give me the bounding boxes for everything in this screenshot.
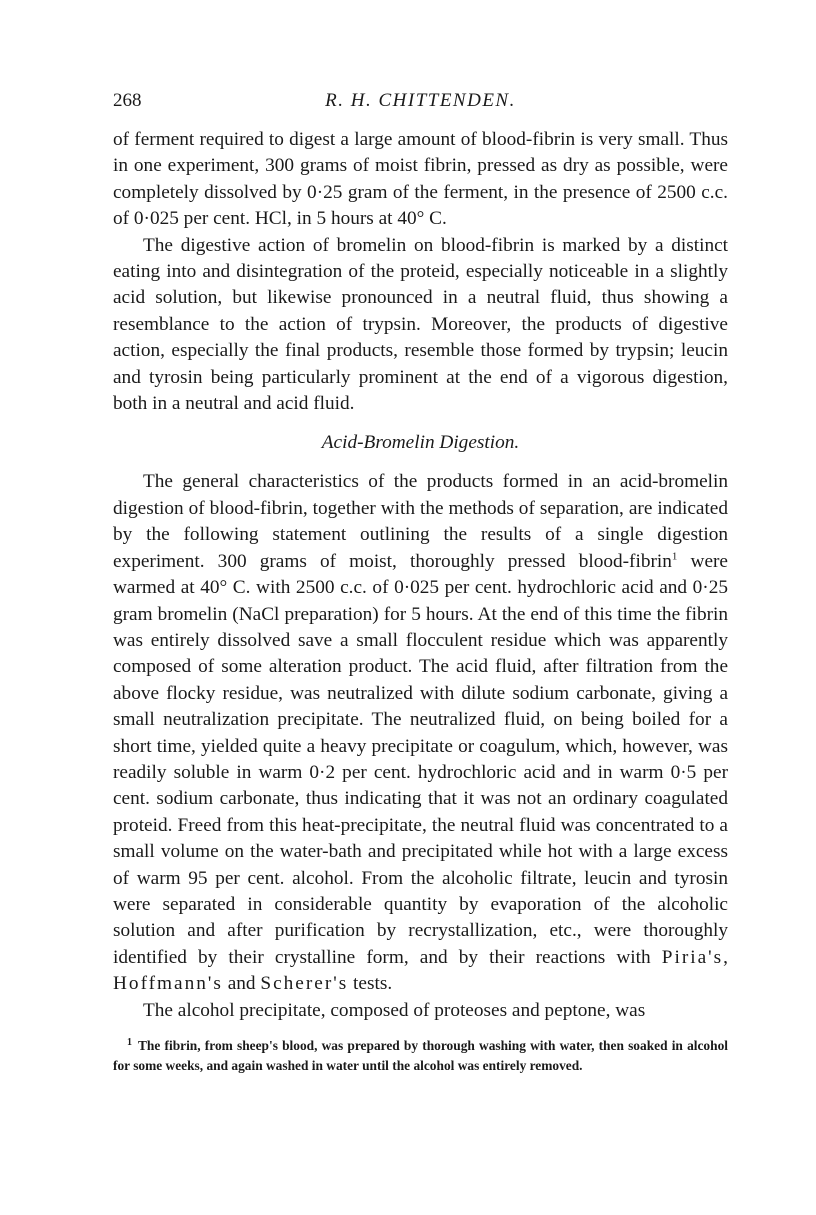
author-name-hoffmann: Hoffmann's [113,973,223,995]
footnote [113,1036,728,1076]
paragraph-text: were warmed at 40° C. with 2500 c.c. of 0·025 per cent. hydrochloric acid and 0·25 gram bromelin (NaCl preparation) for 5 hours. At the end of this time the fibrin was entirely dissolved save a small flocculent residue which was apparently composed of some alteration product. The acid fluid, after filtration from the above flocky residue, was neutralized with dilute sodium carbonate, giving a small neutralization precipitate. The neutralized fluid, on being boiled for a short time, yielded quite a heavy precipitate or coagulum, which, however, was readily soluble in warm 0·2 per cent. hydrochloric acid and in warm 0·5 per cent. sodium carbonate, thus indicating that it was not an ordinary coagulated proteid. Freed from this heat-precipitate, the neutral fluid was concentrated to a small volume on the water-bath and precipitated while hot with a large excess of warm 95 per cent. alcohol. From the alcoholic filtrate, leucin and tyrosin were separated in considerable quantity by evaporation of the alcoholic solution and after purification by recrystallization, etc., were thoroughly identified by their crystalline form, and by their reactions with [113,550,728,968]
body-text [113,127,728,1024]
author-name-piria: Piria's [661,946,724,968]
page-number: 268 [113,90,142,111]
paragraph-digestive-action: The digestive action of bromelin on blood-fibrin is marked by a distinct eating into and disintegration of the proteid, especially noticeable in a slightly acid solution, but likewise pronounced in a neutral fluid, thus showing a resemblance to the action of trypsin. Moreover, the products of digestive action, especially the final products, resemble those formed by trypsin; leucin and tyrosin being particularly prominent at the end of a vigorous digestion, both in a neutral and acid fluid. [113,234,728,415]
page-header [113,90,728,116]
separator-text: and [222,973,261,995]
footnote-mark: 1 [127,1036,132,1048]
paragraph-acid-bromelin [113,469,728,997]
paragraph-alcohol-precipitate: The alcohol precipitate, composed of proteoses and peptone, was [143,999,646,1021]
section-heading: Acid-Bromelin Digestion. [321,432,520,454]
footnote-text: The fibrin, from sheep's blood, was prepared by thorough washing with water, then soaked in alcohol for some weeks, and again washed in water until the alcohol was entirely removed. [113,1038,728,1073]
paragraph-continued: of ferment required to digest a large amount of blood-fibrin is very small. Thus in one experiment, 300 grams of moist fibrin, pressed as dry as possible, were completely dissolved by 0·25 gram of the ferment, in the presence of 2500 c.c. of 0·025 per cent. HCl, in 5 hours at 40° C. [113,129,728,230]
running-head: R. H. CHITTENDEN. [325,90,516,111]
paragraph-text: tests. [348,973,393,995]
paragraph-text: The general characteristics of the products formed in an acid-bromelin digestion of blood-fibrin, together with the methods of separation, are indicated by the following statement outlining the results of a single digestion experiment. 300 grams of moist, thoroughly pressed blood-fibrin [113,471,728,572]
separator-text: , [723,946,728,968]
author-name-scherer: Scherer's [260,973,349,995]
footnote-reference: 1 [671,550,678,563]
